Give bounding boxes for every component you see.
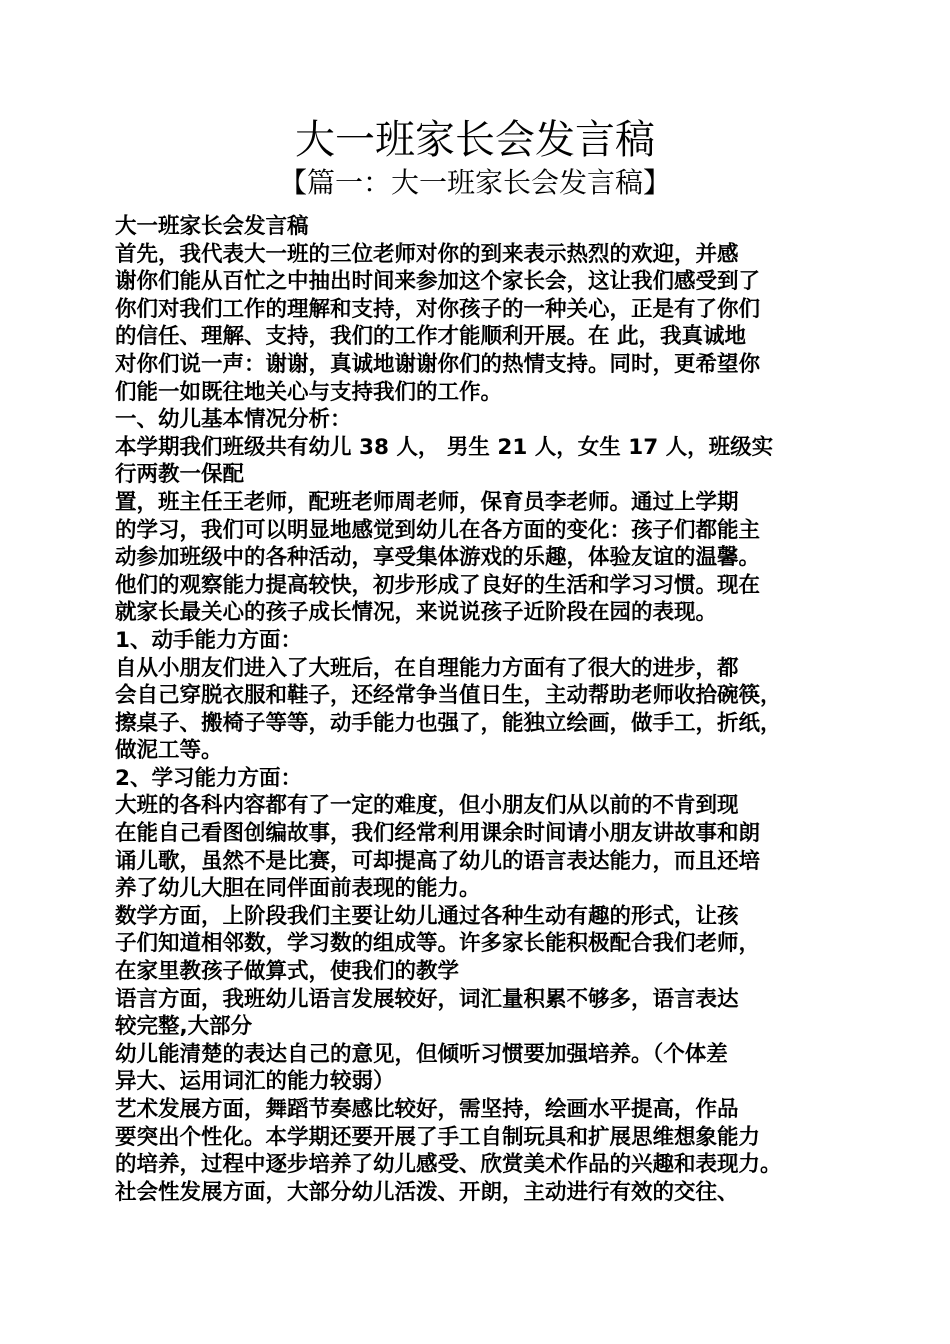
body-line: 的培养，过程中逐步培养了幼儿感受、欣赏美术作品的兴趣和表现力。 [115, 1152, 782, 1178]
body-line: 在能自己看图创编故事，我们经常利用课余时间请小朋友讲故事和朗 [115, 821, 761, 847]
body-line: 擦桌子、搬椅子等等，动手能力也强了，能独立绘画，做手工，折纸， [115, 710, 782, 736]
body-line: 一、幼儿基本情况分析： [115, 407, 352, 433]
body-line: 行两教一保配 [115, 462, 245, 488]
body-line: 2、学习能力方面： [115, 765, 302, 791]
body-line: 大班的各科内容都有了一定的难度，但小朋友们从以前的不肯到现 [115, 793, 739, 819]
document-title: 大一班家长会发言稿 [295, 117, 655, 163]
body-line: 们能一如既往地关心与支持我们的工作。 [115, 379, 503, 405]
body-line: 1、动手能力方面： [115, 627, 302, 653]
body-line: 动参加班级中的各种活动，享受集体游戏的乐趣，体验友谊的温馨。 [115, 545, 761, 571]
body-line: 置，班主任王老师，配班老师周老师，保育员李老师。通过上学期 [115, 489, 739, 515]
body-line: 幼儿能清楚的表达自己的意见，但倾听习惯要加强培养。（个体差 [115, 1041, 728, 1067]
body-line: 要突出个性化。本学期还要开展了手工自制玩具和扩展思维想象能力 [115, 1124, 761, 1150]
body-line: 做泥工等。 [115, 738, 223, 764]
body-line: 子们知道相邻数，学习数的组成等。许多家长能积极配合我们老师， [115, 931, 761, 957]
body-line: 你们对我们工作的理解和支持，对你孩子的一种关心，正是有了你们 [115, 296, 761, 322]
body-line: 的学习，我们可以明显地感觉到幼儿在各方面的变化：孩子们都能主 [115, 517, 761, 543]
body-line: 社会性发展方面，大部分幼儿活泼、开朗，主动进行有效的交往、 [115, 1179, 739, 1205]
body-line: 会自己穿脱衣服和鞋子，还经常争当值日生，主动帮助老师收拾碗筷， [115, 683, 782, 709]
body-line: 诵儿歌，虽然不是比赛，可却提高了幼儿的语言表达能力，而且还培 [115, 848, 761, 874]
body-line: 艺术发展方面，舞蹈节奏感比较好，需坚持，绘画水平提高，作品 [115, 1097, 739, 1122]
body-line: 他们的观察能力提高较快，初步形成了良好的生活和学习习惯。现在 [115, 572, 761, 598]
body-line: 语言方面，我班幼儿语言发展较好，词汇量积累不够多，语言表达 [115, 986, 739, 1012]
body-line: 自从小朋友们进入了大班后，在自理能力方面有了很大的进步，都 [115, 655, 739, 681]
body-line: 本学期我们班级共有幼儿 38 人， 男生 21 人，女生 17 人，班级实 [115, 434, 774, 460]
body-line: 异大、运用词汇的能力较弱） [115, 1069, 395, 1095]
body-line: 谢你们能从百忙之中抽出时间来参加这个家长会，这让我们感受到了 [115, 269, 761, 295]
body-line: 首先，我代表大一班的三位老师对你的到来表示热烈的欢迎，并感 [115, 241, 739, 267]
body-line: 对你们说一声：谢谢，真诚地谢谢你们的热情支持。同时，更希望你 [115, 351, 761, 377]
body-line: 较完整,大部分 [115, 1014, 253, 1040]
body-line: 在家里教孩子做算式，使我们的教学 [115, 959, 460, 985]
body-line: 的信任、理解、支持，我们的工作才能顺利开展。在 此，我真诚地 [115, 324, 746, 350]
body-line: 大一班家长会发言稿 [115, 214, 309, 239]
body-line: 数学方面，上阶段我们主要让幼儿通过各种生动有趣的形式，让孩 [115, 903, 739, 929]
document-subtitle: 【篇一：大一班家长会发言稿】 [278, 166, 671, 199]
body-line: 就家长最关心的孩子成长情况，来说说孩子近阶段在园的表现。 [115, 600, 718, 626]
body-line: 养了幼儿大胆在同伴面前表现的能力。 [115, 876, 481, 902]
document-body [115, 213, 855, 1206]
